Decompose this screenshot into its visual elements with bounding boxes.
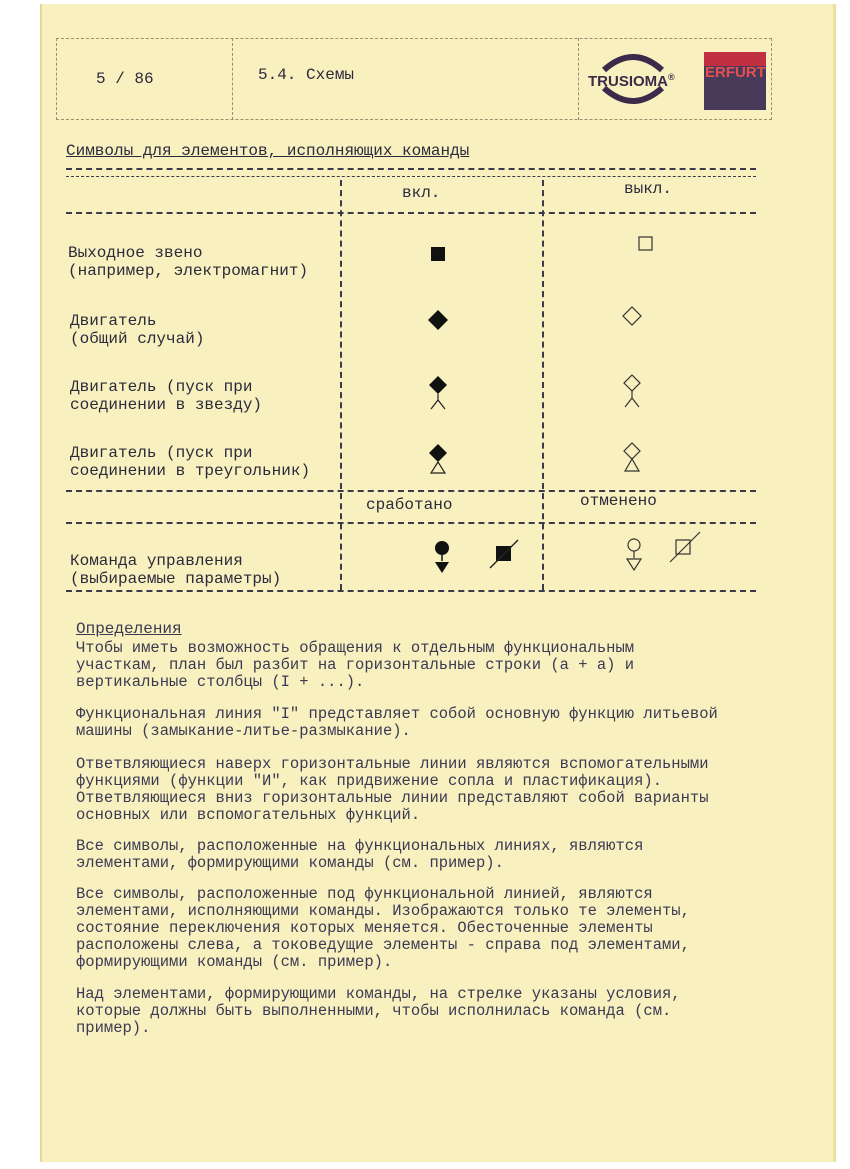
empty-diamond-icon (620, 304, 644, 328)
definition-paragraph-3: Ответвляющиеся наверх горизонтальные линии являются вспомогательными функциями (функции "И", как придвижение сопла и пластификация). Ответвляющиеся вниз горизонтальные линии представляют собой варианты основных или вспомогательных функций. (76, 755, 709, 824)
filled-circle-triangle-icon (430, 538, 454, 578)
table-col-divider-1 (340, 180, 342, 590)
col-header-on: вкл. (402, 184, 441, 202)
table-col-divider-2 (542, 180, 544, 590)
table-rule-top (66, 168, 756, 170)
table-rule-header (66, 212, 756, 214)
filled-diamond-star-icon (426, 374, 450, 412)
empty-square-icon (636, 234, 656, 254)
col-header-cancelled: отменено (580, 492, 657, 510)
row-command-label: Команда управления (выбираемые параметры) (70, 552, 282, 588)
col-header-off: выкл. (624, 180, 673, 198)
filled-diamond-icon (426, 308, 450, 332)
definition-paragraph-4: Все символы, расположенные на функциональных линиях, являются элементами, формирующими команды (см. пример). (76, 837, 644, 872)
table-rule-top-2 (66, 176, 756, 177)
header-divider-2 (578, 38, 579, 120)
filled-diamond-delta-icon (426, 442, 450, 476)
definition-paragraph-2: Функциональная линия "I" представляет собой основную функцию литьевой машины (замыкание-литье-размыкание). (76, 705, 718, 740)
table-title: Символы для элементов, исполняющих команды (66, 142, 470, 160)
row-motor-star-label: Двигатель (пуск при соединении в звезду) (70, 378, 263, 414)
page-number: 5 / 86 (96, 70, 154, 88)
definitions-heading: Определения (76, 620, 182, 638)
logo-trusioma: TRUSIOMA® (588, 72, 675, 90)
empty-diamond-delta-icon (620, 440, 644, 474)
row-motor-label: Двигатель (общий случай) (70, 312, 205, 348)
definition-paragraph-6: Над элементами, формирующими команды, на стрелке указаны условия, которые должны быть выполненными, чтобы исполнилась команда (см. пример). (76, 985, 681, 1037)
table-rule-sub (66, 522, 756, 524)
definition-paragraph-5: Все символы, расположенные под функциональной линией, являются элементами, исполняющими команды. Изображаются только те элементы, состояние переключения которых меняется. Обесточенные элементы расположены слева, а токоведущие элементы - справа под элементами, формирующими команды (см. пример). (76, 885, 690, 971)
empty-diamond-star-icon (620, 372, 644, 410)
logo-erfurt: ERFURT (705, 64, 766, 81)
row-motor-delta-label: Двигатель (пуск при соединении в треугольник) (70, 444, 311, 480)
definition-paragraph-1: Чтобы иметь возможность обращения к отдельным функциональным участкам, план был разбит на горизонтальные строки (а + а) и вертикальные столбцы (I + ...). (76, 639, 635, 691)
header-divider-1 (232, 38, 233, 120)
table-rule-bottom (66, 590, 756, 592)
filled-square-icon (428, 244, 448, 264)
section-title: 5.4. Схемы (258, 66, 355, 84)
empty-circle-triangle-icon (622, 536, 646, 576)
row-output-label: Выходное звено (например, электромагнит) (68, 244, 309, 280)
empty-square-slash-icon (668, 530, 702, 564)
filled-square-slash-icon (488, 536, 522, 570)
col-header-worked: сработано (366, 496, 453, 514)
